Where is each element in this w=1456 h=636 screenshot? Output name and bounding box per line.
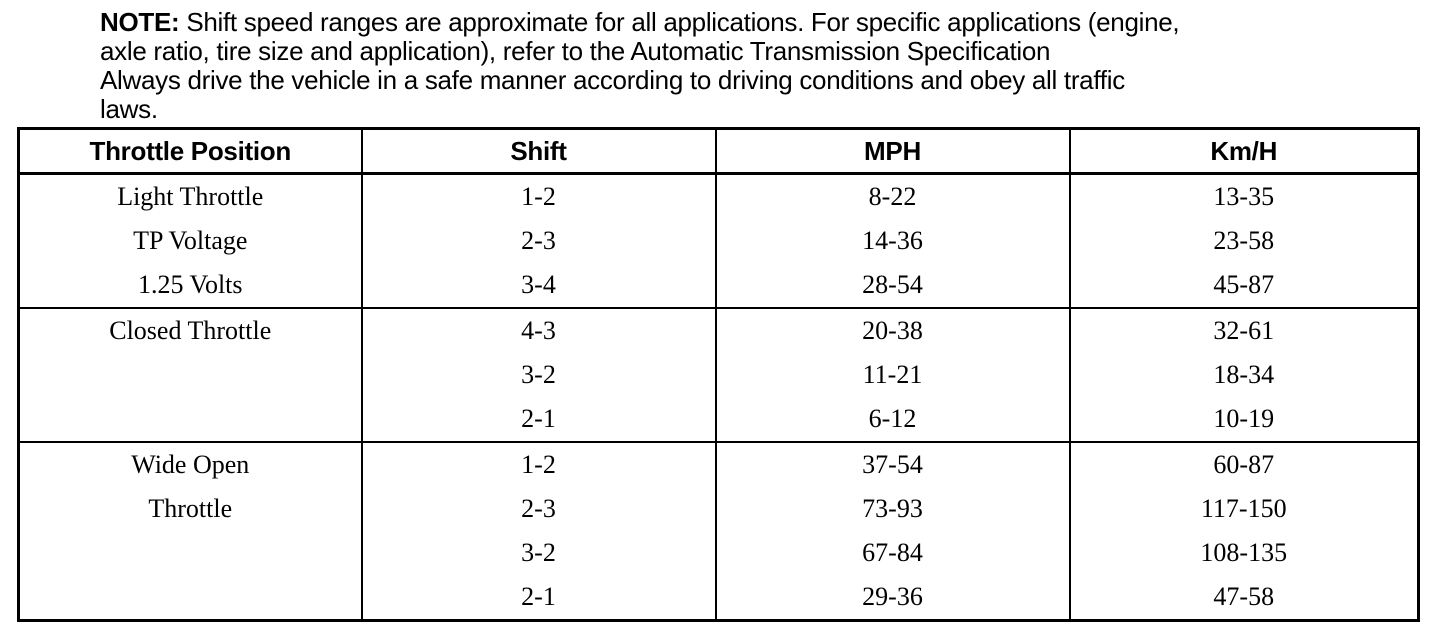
kmh-cell: 108-135: [1070, 531, 1419, 575]
header-kmh: Km/H: [1070, 129, 1419, 174]
shift-cell: 1-2: [362, 442, 716, 487]
shift-cell: 1-2: [362, 174, 716, 220]
note-line-1: [100, 8, 1420, 37]
table-row: [19, 219, 1419, 263]
mph-cell: 28-54: [716, 263, 1070, 308]
note-line-2: axle ratio, tire size and application), refer to the Automatic Transmission Specification: [100, 36, 1051, 66]
header-throttle-position: Throttle Position: [19, 129, 362, 174]
mph-cell: 6-12: [716, 397, 1070, 442]
kmh-cell: 10-19: [1070, 397, 1419, 442]
mph-cell: 11-21: [716, 353, 1070, 397]
throttle-position-cell: 1.25 Volts: [19, 263, 362, 308]
mph-cell: 14-36: [716, 219, 1070, 263]
note-line-3: Always drive the vehicle in a safe manner according to driving conditions and obey all traffic: [100, 65, 1125, 95]
table-row: [19, 397, 1419, 442]
kmh-cell: 23-58: [1070, 219, 1419, 263]
throttle-position-cell: [19, 531, 362, 575]
shift-speed-table: [17, 127, 1420, 622]
table-row: [19, 575, 1419, 621]
note-line-1-text: Shift speed ranges are approximate for all applications. For specific applications (engine,: [179, 7, 1180, 37]
kmh-cell: 47-58: [1070, 575, 1419, 621]
shift-cell: 2-1: [362, 575, 716, 621]
kmh-cell: 18-34: [1070, 353, 1419, 397]
shift-cell: 3-2: [362, 531, 716, 575]
throttle-position-cell: [19, 353, 362, 397]
throttle-position-cell: Light Throttle: [19, 174, 362, 220]
throttle-position-cell: Throttle: [19, 487, 362, 531]
shift-cell: 2-1: [362, 397, 716, 442]
shift-cell: 3-4: [362, 263, 716, 308]
shift-cell: 3-2: [362, 353, 716, 397]
note-paragraph: [100, 8, 1420, 124]
mph-cell: 20-38: [716, 308, 1070, 353]
table-row: [19, 353, 1419, 397]
kmh-cell: 117-150: [1070, 487, 1419, 531]
note-label: NOTE:: [100, 7, 180, 37]
table-row: [19, 174, 1419, 220]
mph-cell: 29-36: [716, 575, 1070, 621]
mph-cell: 37-54: [716, 442, 1070, 487]
kmh-cell: 13-35: [1070, 174, 1419, 220]
table-row: [19, 531, 1419, 575]
throttle-position-cell: TP Voltage: [19, 219, 362, 263]
table-header-row: [19, 129, 1419, 174]
kmh-cell: 60-87: [1070, 442, 1419, 487]
mph-cell: 8-22: [716, 174, 1070, 220]
shift-cell: 2-3: [362, 487, 716, 531]
note-line-4: laws.: [100, 94, 158, 124]
kmh-cell: 45-87: [1070, 263, 1419, 308]
header-shift: Shift: [362, 129, 716, 174]
header-mph: MPH: [716, 129, 1070, 174]
throttle-position-cell: [19, 397, 362, 442]
throttle-position-cell: Wide Open: [19, 442, 362, 487]
table-row: [19, 263, 1419, 308]
shift-cell: 4-3: [362, 308, 716, 353]
shift-cell: 2-3: [362, 219, 716, 263]
table-row: [19, 308, 1419, 353]
throttle-position-cell: [19, 575, 362, 621]
mph-cell: 73-93: [716, 487, 1070, 531]
mph-cell: 67-84: [716, 531, 1070, 575]
table-row: [19, 487, 1419, 531]
kmh-cell: 32-61: [1070, 308, 1419, 353]
throttle-position-cell: Closed Throttle: [19, 308, 362, 353]
table-row: [19, 442, 1419, 487]
